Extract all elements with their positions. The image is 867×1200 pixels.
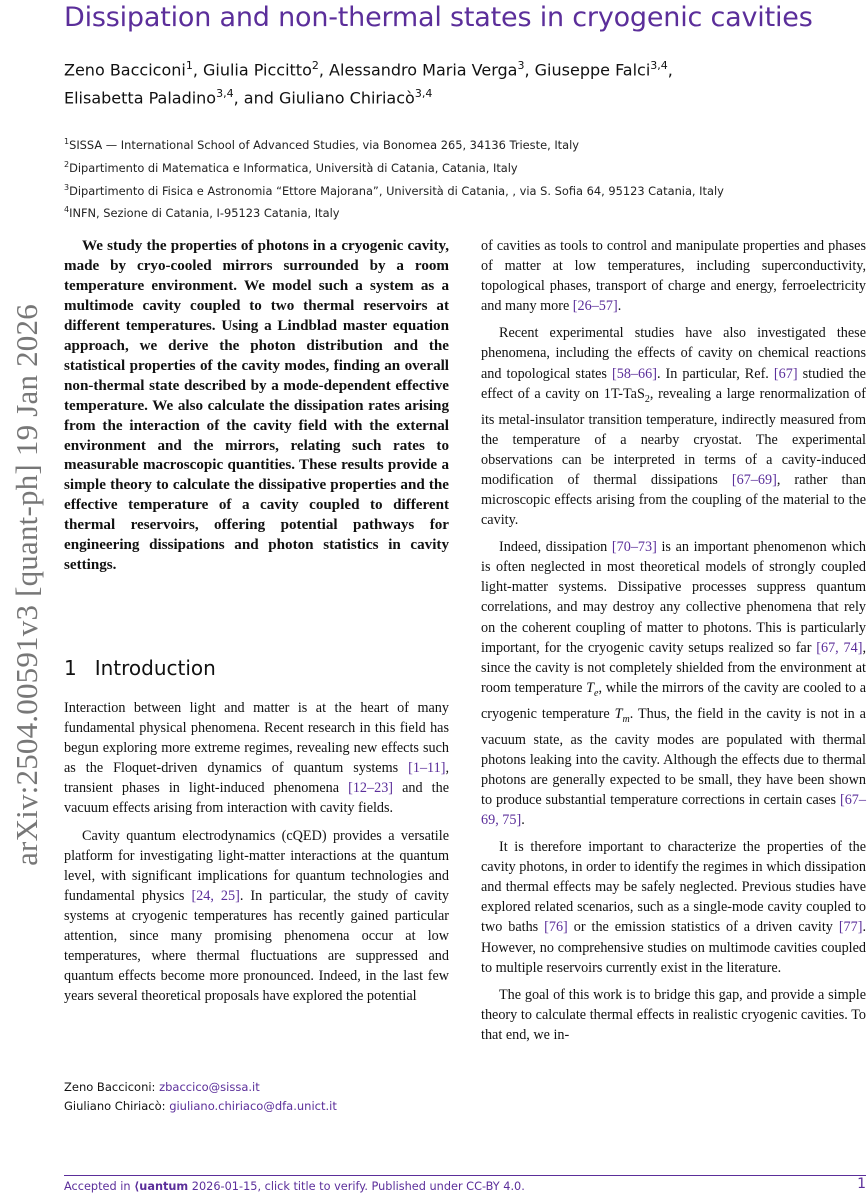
text-run: . In particular, Ref. [656, 365, 774, 382]
affiliation-text: INFN, Sezione di Catania, I-95123 Catania, Italy [69, 206, 340, 221]
affiliation-item [64, 178, 844, 201]
text-run: , rather than microscopic effects arising from the coupling of the material to the cavity. [481, 471, 866, 529]
citation-link[interactable]: [67, 74] [816, 639, 863, 656]
text-run: , transient phases in light-induced phenomena [64, 760, 449, 797]
affiliation-item [64, 132, 844, 155]
text-run: . In particular, the study of cavity systems at cryogenic temperatures has recently gained particular attention, since many promising phenomena occur at low temperatures, where thermal fluctuations are suppressed and quantum effects become more pronounced. Indeed, in the last few years several theoretical proposals have explored the potential [64, 887, 449, 1005]
author-affiliation-marker: 2 [311, 59, 319, 72]
citation-link[interactable]: [67–69, 75] [481, 791, 866, 829]
affiliation-text: SISSA — International School of Advanced Studies, via Bonomea 265, 34136 Trieste, Italy [69, 137, 580, 152]
author-separator: , and [233, 88, 279, 108]
author-name: Elisabetta Paladino [64, 88, 217, 108]
citation-link[interactable]: [58–66] [612, 365, 657, 382]
citation-link[interactable]: [67–69] [731, 471, 777, 488]
author-name: Zeno Bacciconi [64, 60, 186, 80]
body-paragraph [481, 323, 866, 530]
author-affiliation-marker: 3,4 [650, 59, 668, 72]
paper-title[interactable]: Dissipation and non-thermal states in cryogenic cavities [64, 2, 813, 33]
subscript: m [622, 713, 630, 725]
text-run: and the vacuum effects arising from interaction with cavity fields. [64, 780, 449, 817]
text-run: It is therefore important to characterize the properties of the cavity photons, in order to identify the regimes in which dissipation and thermal effects may be safely neglected. Previous studies have explored related scenarios, such as a single-mode cavity coupled to two baths [481, 839, 866, 936]
text-run: of cavities as tools to control and manipulate properties and phases of matter at low temperatures, including superconductivity, topological phases, transport of charge and energy, ferroelectricity and many more [481, 238, 866, 315]
citation-link[interactable]: [12–23] [348, 780, 394, 797]
text-run: is an important phenomenon which is often neglected in most theoretical models of strongly coupled light-matter systems. Dissipative processes suppress quantum correlations, and may destroy any collective phenomena that rely on the coherent coupling of matter to photons. This is particularly important, for the cryogenic cavity setups realized so far [481, 539, 866, 656]
author-line-1 [64, 54, 844, 82]
right-column-body [481, 236, 866, 1052]
text-run: Recent experimental studies have also investigated these phenomena, including the effects of cavity on chemical reactions and topological states [481, 325, 866, 382]
author-list [64, 54, 844, 111]
citation-link[interactable]: [76] [544, 919, 568, 936]
footer-accepted-suffix[interactable]: 2026-01-15, click title to verify. Published under CC-BY 4.0. [191, 1180, 525, 1193]
body-paragraph [64, 826, 449, 1007]
footnote-author: Giuliano Chiriacò: [64, 1099, 166, 1113]
author-affiliation-marker: 3,4 [216, 87, 234, 101]
author-separator: , [667, 60, 673, 80]
citation-link[interactable]: [77] [838, 919, 863, 936]
text-run: , while the mirrors of the cavity are cooled to a cryogenic temperature [481, 679, 866, 722]
text-run: Cavity quantum electrodynamics (cQED) provides a versatile platform for investigating light-matter interactions at the quantum level, with significant implications for quantum technologies and fundamental physics [64, 827, 449, 904]
author-name: Giuseppe Falci [534, 60, 651, 80]
text-run: or the emission statistics of a driven cavity [567, 919, 839, 936]
body-paragraph [481, 236, 866, 316]
footer-accepted-prefix: Accepted in [64, 1180, 131, 1193]
text-run: . [617, 298, 622, 315]
affiliation-text: Dipartimento di Fisica e Astronomia “Ettore Majorana”, Università di Catania, , via S. Sofia 64, 95123 Catania, Italy [69, 183, 724, 198]
math-symbol: T [586, 679, 594, 696]
arxiv-identifier: arXiv:2504.00591v3 [quant-ph] 19 Jan 2026 [9, 304, 44, 866]
body-paragraph [481, 837, 866, 978]
text-run: , revealing a large renormalization of its metal-insulator transition temperature, indirectly measured from the temperature of a nearby cryostat. The experimental observations can be interpreted in terms of a cavity-induced modification of thermal dissipations [481, 385, 866, 488]
citation-link[interactable]: [26–57] [572, 298, 618, 315]
section-number: 1 [64, 656, 77, 680]
text-run: Indeed, dissipation [499, 539, 612, 556]
left-column-body [64, 698, 449, 1013]
citation-link[interactable]: [70–73] [611, 539, 657, 556]
subscript: e [594, 687, 599, 699]
quantum-journal-logo[interactable]: ⟨uantum [134, 1180, 189, 1193]
affiliation-number: 4 [64, 205, 70, 215]
footnote-item [64, 1078, 449, 1097]
text-run: The goal of this work is to bridge this gap, and provide a simple theory to calculate thermal effects in realistic cryogenic cavities. To that end, we in- [481, 986, 866, 1043]
author-affiliation-marker: 3 [517, 59, 525, 72]
author-separator: , [318, 60, 330, 80]
author-name: Giuliano Chiriacò [278, 88, 415, 108]
affiliation-number: 1 [64, 137, 70, 146]
footnote-item [64, 1097, 449, 1116]
author-separator: , [524, 60, 535, 80]
affiliation-number: 3 [64, 182, 70, 192]
citation-link[interactable]: [1–11] [408, 760, 446, 777]
math-symbol: T [614, 705, 623, 722]
section-title: Introduction [94, 656, 216, 680]
affiliation-item [64, 155, 844, 178]
affiliation-item [64, 200, 844, 223]
text-run: Interaction between light and matter is at the heart of many fundamental physical phenomena. Recent research in this field has begun exploring more extreme regimes, revealing new effects such as the Floquet-driven dynamics of quantum systems [64, 700, 449, 777]
page-footer [64, 1176, 866, 1193]
citation-link[interactable]: [24, 25] [191, 887, 240, 904]
footnote-author: Zeno Bacciconi: [64, 1080, 156, 1094]
section-heading [64, 656, 216, 680]
email-link[interactable]: zbaccico@sissa.it [159, 1080, 260, 1094]
text-run: , since the cavity is not completely shielded from the environment at room temperature [481, 639, 867, 696]
footer-divider [64, 1175, 866, 1176]
abstract [64, 237, 449, 576]
page-number: 1 [857, 1176, 866, 1192]
author-name: Giulia Piccitto [202, 60, 312, 80]
subscript: 2 [644, 393, 650, 405]
abstract-text: We study the properties of photons in a cryogenic cavity, made by cryo-cooled mirrors surrounded by a room temperature environment. We model such a system as a multimode cavity coupled to two thermal reservoirs at different temperatures. Using a Lindblad master equation approach, we derive the photon distribution and the statistical properties of the cavity modes, finding an overall non-thermal state described by a mode-dependent effective temperature. We also calculate the dissipation rates arising from the interaction of the cavity field with the external environment and the mirrors, relating such rates to measurable macroscopic quantities. These results provide a simple theory to calculate the dissipative properties and the effective temperature of a cavity coupled to different thermal reservoirs, offering potential pathways for engineering dissipations and photon statistics in cavity settings. [64, 238, 449, 574]
body-paragraph [64, 698, 449, 819]
citation-link[interactable]: [67] [773, 365, 798, 382]
body-paragraph [481, 537, 866, 830]
text-run: . [521, 812, 525, 829]
author-affiliation-marker: 3,4 [414, 87, 433, 101]
author-separator: , [192, 60, 203, 80]
arxiv-sidebar [0, 0, 60, 1200]
footnotes [64, 1078, 449, 1116]
affiliation-list [64, 132, 844, 223]
text-run: . Thus, the field in the cavity is not in a vacuum state, as the cavity modes are populated with thermal photons leaking into the cavity. Although the effects due to thermal photons are generally expected to be small, they have been shown to produce substantial temperature corrections in certain cases [481, 705, 866, 808]
affiliation-number: 2 [64, 159, 70, 169]
body-paragraph [481, 985, 866, 1045]
text-run: . However, no comprehensive studies on multimode cavities coupled to multiple reservoirs currently exist in the literature. [481, 919, 866, 976]
affiliation-text: Dipartimento di Matematica e Informatica, Università di Catania, Catania, Italy [69, 160, 518, 175]
author-line-2 [64, 82, 844, 110]
text-run: studied the effect of a cavity on 1T-TaS [481, 365, 866, 402]
email-link[interactable]: giuliano.chiriaco@dfa.unict.it [169, 1099, 337, 1113]
author-affiliation-marker: 1 [185, 59, 193, 72]
author-name: Alessandro Maria Verga [329, 60, 518, 80]
